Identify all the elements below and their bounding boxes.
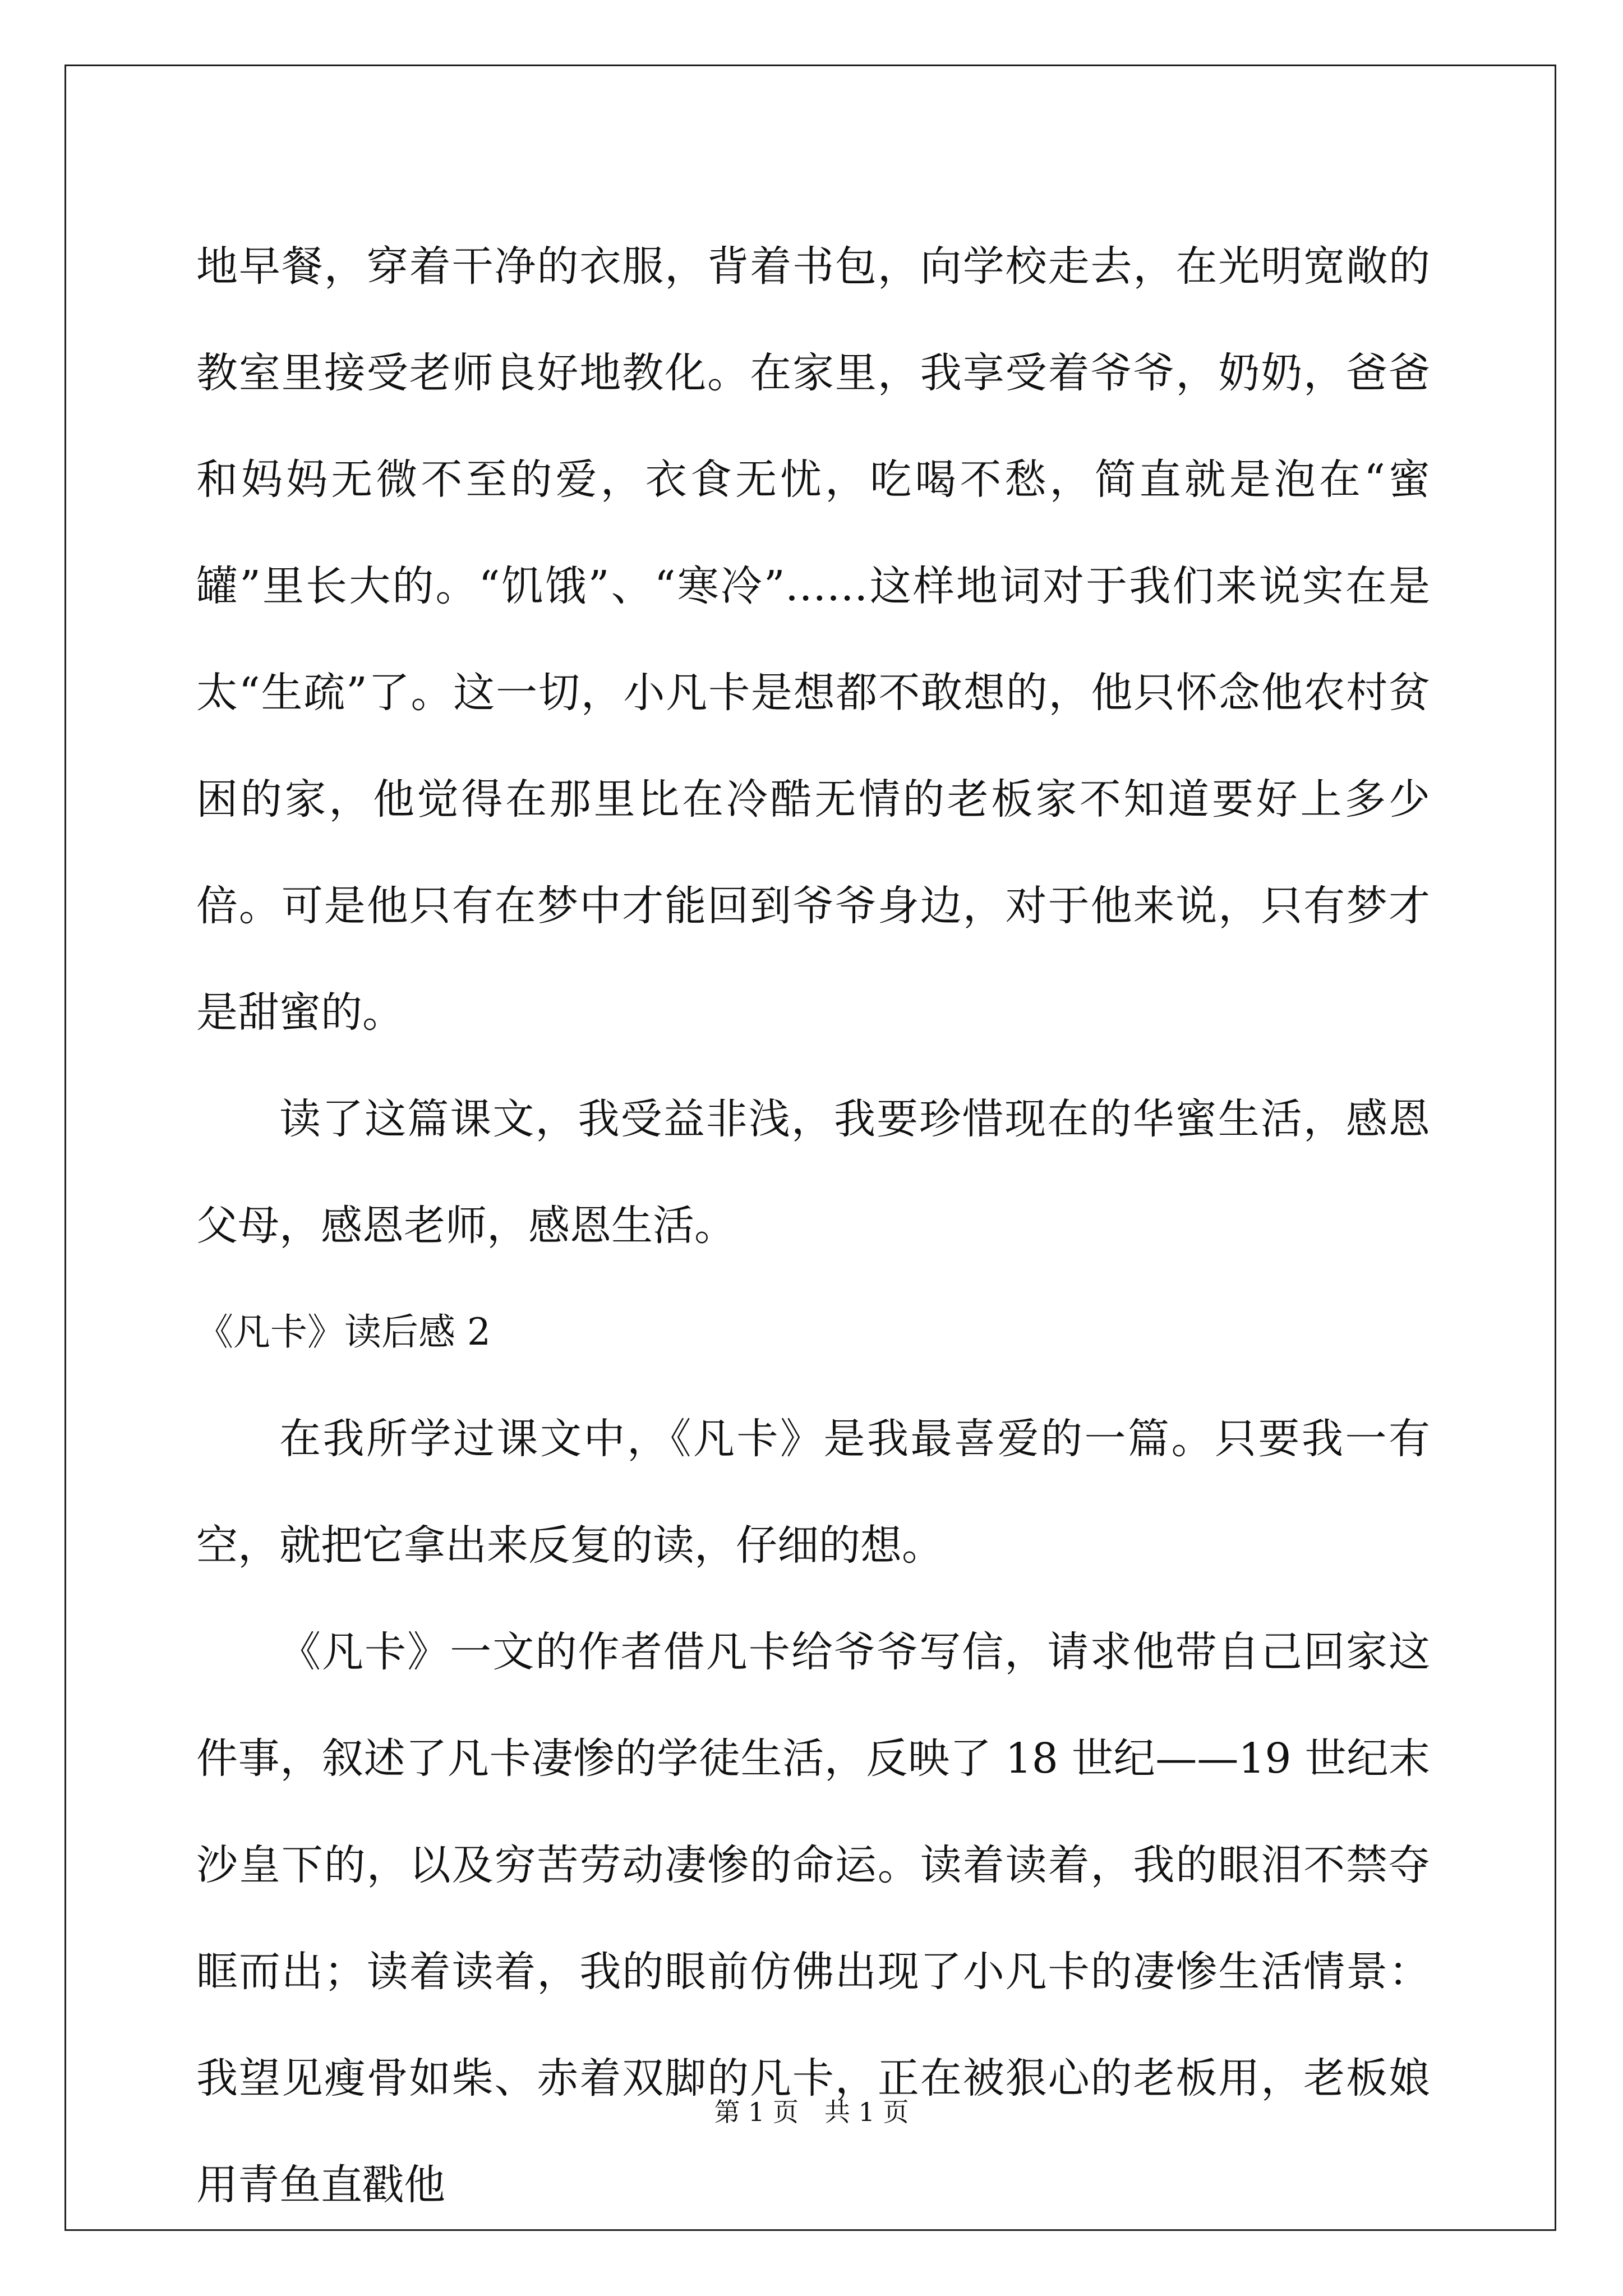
page-footer xyxy=(0,2095,1623,2129)
paragraph-2: 读了这篇课文，我受益非浅，我要珍惜现在的华蜜生活，感恩父母，感恩老师，感恩生活。 xyxy=(196,1095,1430,1250)
page-number: 第 1 页 xyxy=(714,2097,799,2127)
section-heading: 《凡卡》读后感 2 xyxy=(196,1310,491,1354)
paragraph-4: 《凡卡》一文的作者借凡卡给爷爷写信，请求他带自己回家这件事，叙述了凡卡凄惨的学徒生活，反映了 18 世纪——19 世纪末沙皇下的，以及穷苦劳动凄惨的命运。读着读着，我的眼泪不禁夺眶而出；读着读着，我的眼前仿佛出现了小凡卡的凄惨生活情景：我望见瘦骨如柴、赤着双脚的凡卡，正在被狠心的老板用，老板娘用青鱼直戳他 xyxy=(196,1628,1430,2209)
paragraph-1: 地早餐，穿着干净的衣服，背着书包，向学校走去，在光明宽敞的教室里接受老师良好地教化。在家里，我享受着爷爷，奶奶，爸爸和妈妈无微不至的爱，衣食无忧，吃喝不愁，简直就是泡在“蜜罐”里长大的。“饥饿”、“寒冷”……这样地词对于我们来说实在是太“生疏”了。这一切，小凡卡是想都不敢想的，他只怀念他农村贫困的家，他觉得在那里比在冷酷无情的老板家不知道要好上多少倍。可是他只有在梦中才能回到爷爷身边，对于他来说，只有梦才是甜蜜的。 xyxy=(196,242,1430,1037)
paragraph-3: 在我所学过课文中，《凡卡》是我最喜爱的一篇。只要我一有空，就把它拿出来反复的读，仔细的想。 xyxy=(196,1415,1430,1570)
page-total: 共 1 页 xyxy=(824,2097,909,2127)
document-body xyxy=(196,213,1430,2238)
